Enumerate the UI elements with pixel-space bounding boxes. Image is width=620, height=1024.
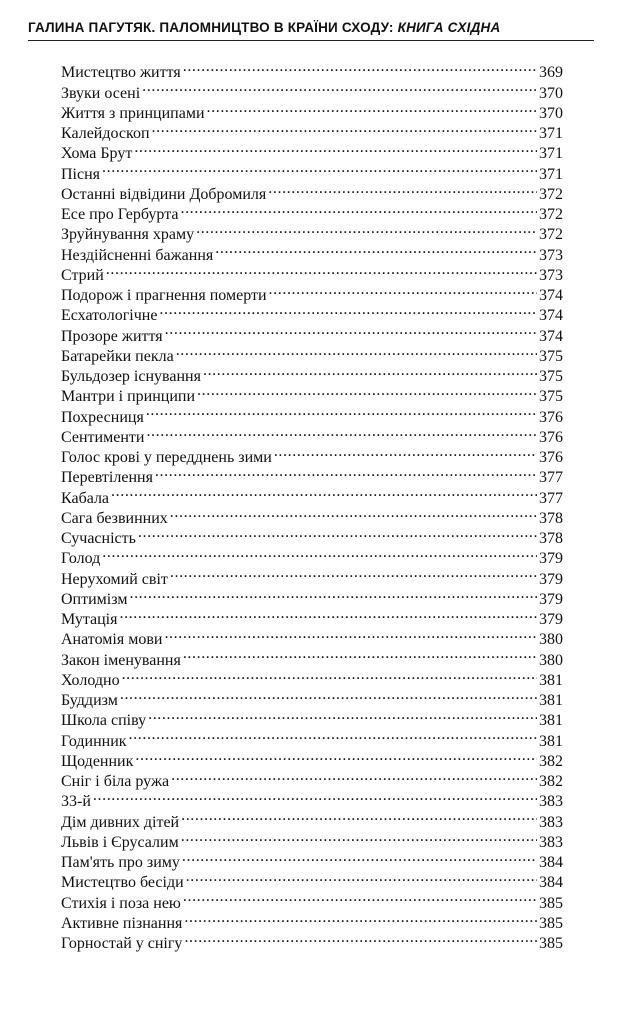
toc-entry: [61, 624, 563, 649]
dot-leader: [176, 341, 537, 361]
dot-leader: [135, 746, 537, 766]
dot-leader: [122, 665, 537, 685]
dot-leader: [181, 806, 537, 826]
toc-entry-title: Пам'ять про зиму: [61, 854, 180, 871]
header-book-title: ПАЛОМНИЦТВО В КРАЇНИ СХОДУ:: [159, 20, 394, 35]
toc-entry-page-number: 379: [539, 611, 563, 628]
toc-entry: [61, 786, 563, 811]
toc-entry-title: Подорож і прагнення померти: [61, 287, 267, 304]
dot-leader: [180, 199, 537, 219]
toc-entry-title: Останні відвідини Добромиля: [61, 185, 267, 203]
toc-entry-page-number: 385: [539, 935, 563, 952]
toc-entry: [61, 705, 563, 730]
dot-leader: [269, 280, 537, 300]
toc-entry: [61, 665, 563, 689]
toc-entry-title: Сучасність: [61, 530, 136, 547]
toc-entry-page-number: 382: [539, 773, 563, 790]
toc-entry-page-number: 384: [539, 854, 563, 871]
toc-entry-title: Дім дивних дітей: [61, 813, 180, 831]
toc-entry-title: Життя з принципами: [61, 104, 205, 122]
toc-entry: [61, 725, 563, 750]
dot-leader: [138, 523, 537, 543]
toc-entry-title: Нерухомий світ: [61, 570, 168, 588]
dot-leader: [152, 118, 537, 138]
dot-leader: [142, 77, 537, 97]
toc-entry-page-number: 385: [539, 894, 563, 912]
toc-entry-page-number: 377: [539, 469, 563, 487]
toc-entry-page-number: 383: [539, 833, 563, 851]
toc-entry-page-number: 381: [539, 712, 563, 730]
dot-leader: [159, 300, 537, 320]
dot-leader: [181, 827, 537, 847]
toc-entry-page-number: 385: [539, 914, 563, 932]
toc-entry-page-number: 383: [539, 813, 563, 831]
toc-entry-title: Анатомія мови: [61, 631, 163, 649]
dot-leader: [165, 320, 537, 340]
toc-entry-title: Закон іменування: [61, 651, 181, 669]
dot-leader: [186, 867, 537, 887]
toc-entry-page-number: 374: [539, 327, 563, 345]
toc-entry-page-number: 370: [539, 104, 563, 122]
running-header: [28, 20, 594, 35]
dot-leader: [146, 422, 537, 442]
toc-entry-page-number: 380: [539, 631, 563, 649]
toc-entry-title: Мистецтво життя: [61, 64, 181, 82]
toc-entry-page-number: 370: [539, 84, 563, 102]
toc-entry-page-number: 376: [539, 428, 563, 446]
toc-entry-title: Активне пізнання: [61, 914, 183, 932]
toc-entry-page-number: 375: [539, 347, 563, 365]
toc-entry-page-number: 379: [539, 590, 563, 608]
dot-leader: [111, 482, 537, 502]
toc-entry-title: Есе про Гербурта: [61, 206, 179, 223]
toc-entry-page-number: 374: [539, 287, 563, 304]
dot-leader: [155, 462, 537, 482]
toc-entry-page-number: 376: [539, 408, 563, 426]
toc-entry-title: Горностай у снігу: [61, 935, 183, 952]
toc-entry: [61, 766, 563, 790]
toc-entry-page-number: 379: [539, 570, 563, 588]
toc-entry-title: Кабала: [61, 489, 110, 507]
dot-leader: [129, 584, 537, 604]
toc-entry-title: Годинник: [61, 732, 127, 750]
dot-leader: [102, 543, 537, 563]
toc-entry-title: Мутація: [61, 611, 118, 628]
toc-entry-title: Мистецтво бесіди: [61, 874, 184, 892]
toc-entry: [61, 503, 563, 527]
toc-entry-page-number: 381: [539, 671, 563, 689]
toc-entry-page-number: 384: [539, 874, 563, 892]
toc-entry-title: Нездійсненні бажання: [61, 246, 214, 264]
dot-leader: [183, 644, 537, 664]
toc-entry: [61, 57, 563, 82]
header-rule: [28, 40, 594, 41]
toc-entry-title: Голод: [61, 550, 101, 568]
toc-entry-title: Буддизм: [61, 692, 118, 709]
dot-leader: [215, 239, 537, 259]
toc-entry-page-number: 372: [539, 185, 563, 203]
dot-leader: [134, 138, 537, 158]
toc-entry-title: Есхатологічне: [61, 307, 158, 325]
toc-entry-page-number: 371: [539, 165, 563, 183]
toc-entry-title: Зруйнування храму: [61, 226, 195, 244]
dot-leader: [102, 158, 537, 178]
toc-entry-page-number: 380: [539, 651, 563, 669]
toc-entry-page-number: 378: [539, 509, 563, 527]
dot-leader: [182, 847, 537, 867]
toc-entry-title: Сентименти: [61, 428, 145, 446]
toc-entry: [61, 158, 563, 183]
dot-leader: [274, 442, 537, 462]
toc-entry-title: Пісня: [61, 165, 101, 183]
toc-entry-title: Стихія і поза нею: [61, 894, 181, 912]
toc-entry-title: Перевтілення: [61, 469, 153, 487]
dot-leader: [171, 766, 537, 786]
dot-leader: [170, 503, 537, 523]
toc-entry-title: Звуки осені: [61, 84, 141, 102]
toc-entry: [61, 543, 563, 568]
toc-entry-title: Бульдозер існування: [61, 368, 201, 385]
toc-entry: [61, 746, 563, 770]
dot-leader: [148, 705, 537, 725]
toc-entry: [61, 260, 563, 284]
toc-entry-page-number: 373: [539, 266, 563, 284]
toc-entry: [61, 179, 563, 203]
header-book-subtitle: КНИГА СХІДНА: [397, 20, 501, 35]
dot-leader: [106, 260, 537, 280]
toc-entry-title: Школа співу: [61, 712, 147, 730]
dot-leader: [183, 887, 537, 907]
table-of-contents: [61, 57, 563, 952]
toc-entry-title: Калейдоскоп: [61, 125, 150, 142]
toc-entry-page-number: 376: [539, 449, 563, 466]
dot-leader: [146, 401, 537, 421]
dot-leader: [203, 361, 537, 381]
header-author: ГАЛИНА ПАГУТЯК.: [28, 20, 156, 35]
toc-entry: [61, 584, 563, 608]
toc-entry-title: Сага безвинних: [61, 509, 168, 527]
toc-entry-title: Прозоре життя: [61, 327, 163, 345]
dot-leader: [170, 563, 537, 583]
toc-entry-page-number: 371: [539, 125, 563, 142]
dot-leader: [183, 57, 537, 77]
toc-entry: [61, 280, 563, 304]
toc-entry-title: Хома Брут: [61, 145, 133, 163]
toc-entry-title: Оптимізм: [61, 590, 128, 608]
dot-leader: [164, 624, 537, 644]
toc-entry-title: Холодно: [61, 671, 120, 689]
dot-leader: [184, 928, 537, 948]
toc-entry-title: Щоденник: [61, 752, 134, 770]
toc-entry: [61, 685, 563, 709]
dot-leader: [93, 786, 537, 806]
toc-entry-page-number: 374: [539, 307, 563, 325]
dot-leader: [207, 98, 537, 118]
toc-entry: [61, 806, 563, 831]
toc-entry: [61, 563, 563, 588]
toc-entry-title: Голос крові у передднень зими: [61, 449, 272, 466]
dot-leader: [197, 381, 537, 401]
toc-entry-page-number: 379: [539, 550, 563, 568]
toc-entry-title: Львів і Єрусалим: [61, 833, 179, 851]
toc-entry-page-number: 371: [539, 145, 563, 163]
toc-entry-title: Батарейки пекла: [61, 347, 174, 365]
toc-entry-page-number: 378: [539, 530, 563, 547]
toc-entry: [61, 138, 563, 163]
dot-leader: [129, 725, 537, 745]
dot-leader: [196, 219, 537, 239]
toc-entry-title: Стрий: [61, 266, 104, 284]
toc-entry-page-number: 381: [539, 732, 563, 750]
toc-entry-page-number: 372: [539, 206, 563, 223]
toc-entry-title: Похресниця: [61, 408, 144, 426]
toc-entry: [61, 482, 563, 507]
toc-entry-title: Мантри і принципи: [61, 388, 196, 406]
toc-entry-page-number: 369: [539, 64, 563, 82]
dot-leader: [268, 179, 537, 199]
toc-entry-page-number: 373: [539, 246, 563, 264]
toc-entry-page-number: 375: [539, 368, 563, 385]
dot-leader: [184, 908, 537, 928]
toc-entry-page-number: 372: [539, 226, 563, 244]
toc-entry-page-number: 381: [539, 692, 563, 709]
dot-leader: [119, 604, 537, 624]
toc-entry-page-number: 375: [539, 388, 563, 406]
toc-entry: [61, 604, 563, 628]
dot-leader: [120, 685, 537, 705]
toc-entry-title: 33-й: [61, 793, 91, 811]
toc-entry-page-number: 383: [539, 793, 563, 811]
toc-entry-page-number: 382: [539, 752, 563, 770]
toc-entry-title: Сніг і біла ружа: [61, 773, 170, 790]
toc-entry-page-number: 377: [539, 489, 563, 507]
